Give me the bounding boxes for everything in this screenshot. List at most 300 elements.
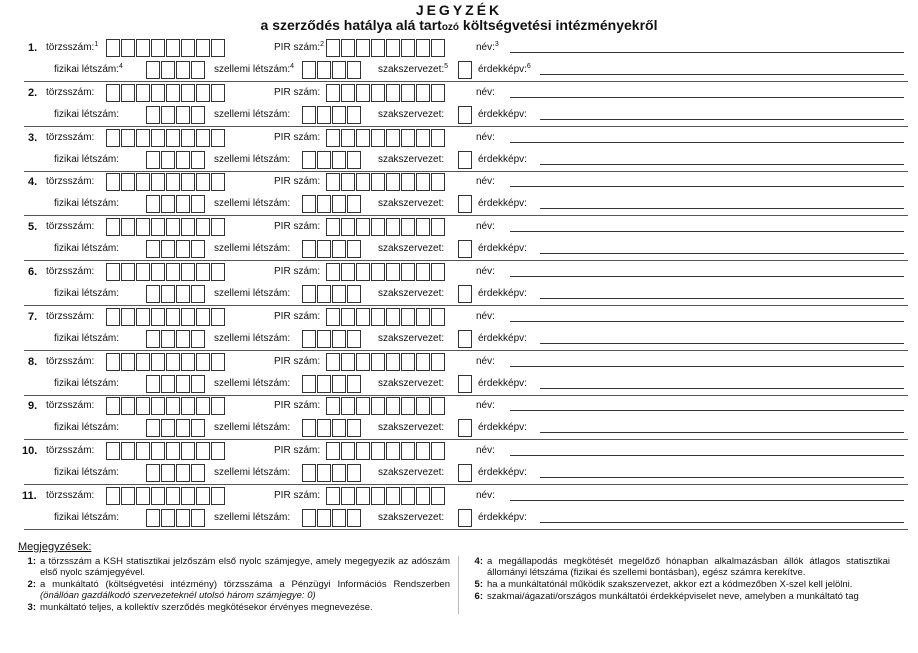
torzsszam-input-cell[interactable] [211, 218, 225, 236]
szellemi-letszam-input-cell[interactable] [317, 240, 331, 258]
szakszervezet-checkbox-cell[interactable] [458, 330, 472, 348]
pir-input-cell[interactable] [386, 353, 400, 371]
fizikai-letszam-input-cell[interactable] [176, 106, 190, 124]
erdekkepv-input[interactable] [540, 253, 904, 254]
szellemi-letszam-input-cell[interactable] [317, 106, 331, 124]
fizikai-letszam-input-cell[interactable] [176, 464, 190, 482]
fizikai-letszam-input-cell[interactable] [191, 419, 205, 437]
pir-input-cell[interactable] [326, 442, 340, 460]
erdekkepv-input[interactable] [540, 388, 904, 389]
pir-input-cell[interactable] [431, 173, 445, 191]
pir-input-cell[interactable] [416, 397, 430, 415]
name-input[interactable] [510, 231, 904, 232]
pir-input-cell[interactable] [371, 442, 385, 460]
torzsszam-input-cell[interactable] [151, 129, 165, 147]
pir-input-cell[interactable] [386, 263, 400, 281]
torzsszam-input-cell[interactable] [106, 442, 120, 460]
pir-input-cell[interactable] [401, 487, 415, 505]
pir-input-cell[interactable] [416, 308, 430, 326]
pir-input-cell[interactable] [341, 39, 355, 57]
fizikai-letszam-input-cell[interactable] [161, 509, 175, 527]
fizikai-letszam-input-cell[interactable] [191, 195, 205, 213]
torzsszam-input-cell[interactable] [151, 263, 165, 281]
torzsszam-input-cell[interactable] [196, 308, 210, 326]
pir-input-cell[interactable] [371, 353, 385, 371]
pir-input-cell[interactable] [371, 129, 385, 147]
szakszervezet-checkbox-cell[interactable] [458, 419, 472, 437]
pir-input-cell[interactable] [386, 84, 400, 102]
pir-input-cell[interactable] [386, 218, 400, 236]
torzsszam-input-cell[interactable] [106, 487, 120, 505]
torzsszam-input-cell[interactable] [181, 84, 195, 102]
torzsszam-input-cell[interactable] [211, 487, 225, 505]
torzsszam-input-cell[interactable] [151, 84, 165, 102]
pir-input-cell[interactable] [401, 39, 415, 57]
torzsszam-input-cell[interactable] [196, 397, 210, 415]
torzsszam-input-cell[interactable] [166, 487, 180, 505]
szellemi-letszam-input-cell[interactable] [317, 151, 331, 169]
szakszervezet-checkbox-cell[interactable] [458, 61, 472, 79]
erdekkepv-input[interactable] [540, 164, 904, 165]
pir-input-cell[interactable] [341, 397, 355, 415]
szellemi-letszam-input-cell[interactable] [302, 330, 316, 348]
pir-input-cell[interactable] [371, 308, 385, 326]
pir-input-cell[interactable] [356, 218, 370, 236]
fizikai-letszam-input-cell[interactable] [176, 240, 190, 258]
pir-input-cell[interactable] [341, 84, 355, 102]
torzsszam-input-cell[interactable] [106, 218, 120, 236]
torzsszam-input-cell[interactable] [166, 308, 180, 326]
pir-input-cell[interactable] [431, 353, 445, 371]
fizikai-letszam-input-cell[interactable] [146, 285, 160, 303]
torzsszam-input-cell[interactable] [106, 173, 120, 191]
torzsszam-input-cell[interactable] [106, 308, 120, 326]
fizikai-letszam-input-cell[interactable] [191, 509, 205, 527]
torzsszam-input-cell[interactable] [166, 442, 180, 460]
erdekkepv-input[interactable] [540, 298, 904, 299]
szellemi-letszam-input-cell[interactable] [347, 509, 361, 527]
szellemi-letszam-input-cell[interactable] [332, 106, 346, 124]
szellemi-letszam-input-cell[interactable] [332, 509, 346, 527]
pir-input-cell[interactable] [401, 84, 415, 102]
szellemi-letszam-input-cell[interactable] [317, 330, 331, 348]
pir-input-cell[interactable] [431, 84, 445, 102]
torzsszam-input-cell[interactable] [121, 353, 135, 371]
torzsszam-input-cell[interactable] [181, 487, 195, 505]
szellemi-letszam-input-cell[interactable] [347, 464, 361, 482]
szellemi-letszam-input-cell[interactable] [302, 240, 316, 258]
name-input[interactable] [510, 186, 904, 187]
szellemi-letszam-input-cell[interactable] [347, 285, 361, 303]
fizikai-letszam-input-cell[interactable] [146, 419, 160, 437]
pir-input-cell[interactable] [326, 84, 340, 102]
fizikai-letszam-input-cell[interactable] [161, 106, 175, 124]
torzsszam-input-cell[interactable] [181, 173, 195, 191]
torzsszam-input-cell[interactable] [121, 263, 135, 281]
pir-input-cell[interactable] [386, 308, 400, 326]
torzsszam-input-cell[interactable] [196, 487, 210, 505]
pir-input-cell[interactable] [356, 263, 370, 281]
name-input[interactable] [510, 410, 904, 411]
name-input[interactable] [510, 142, 904, 143]
szellemi-letszam-input-cell[interactable] [347, 106, 361, 124]
torzsszam-input-cell[interactable] [181, 308, 195, 326]
pir-input-cell[interactable] [416, 353, 430, 371]
szellemi-letszam-input-cell[interactable] [302, 464, 316, 482]
fizikai-letszam-input-cell[interactable] [161, 195, 175, 213]
fizikai-letszam-input-cell[interactable] [161, 419, 175, 437]
szellemi-letszam-input-cell[interactable] [347, 151, 361, 169]
fizikai-letszam-input-cell[interactable] [191, 151, 205, 169]
torzsszam-input-cell[interactable] [121, 308, 135, 326]
szakszervezet-checkbox-cell[interactable] [458, 285, 472, 303]
torzsszam-input-cell[interactable] [121, 39, 135, 57]
erdekkepv-input[interactable] [540, 477, 904, 478]
pir-input-cell[interactable] [356, 397, 370, 415]
fizikai-letszam-input-cell[interactable] [191, 106, 205, 124]
torzsszam-input-cell[interactable] [181, 442, 195, 460]
torzsszam-input-cell[interactable] [151, 397, 165, 415]
pir-input-cell[interactable] [401, 218, 415, 236]
pir-input-cell[interactable] [401, 308, 415, 326]
torzsszam-input-cell[interactable] [151, 173, 165, 191]
torzsszam-input-cell[interactable] [196, 39, 210, 57]
pir-input-cell[interactable] [356, 84, 370, 102]
pir-input-cell[interactable] [341, 173, 355, 191]
erdekkepv-input[interactable] [540, 119, 904, 120]
pir-input-cell[interactable] [341, 308, 355, 326]
torzsszam-input-cell[interactable] [151, 353, 165, 371]
torzsszam-input-cell[interactable] [196, 442, 210, 460]
pir-input-cell[interactable] [371, 173, 385, 191]
erdekkepv-input[interactable] [540, 208, 904, 209]
torzsszam-input-cell[interactable] [136, 442, 150, 460]
pir-input-cell[interactable] [326, 353, 340, 371]
pir-input-cell[interactable] [341, 263, 355, 281]
torzsszam-input-cell[interactable] [121, 397, 135, 415]
torzsszam-input-cell[interactable] [181, 397, 195, 415]
szellemi-letszam-input-cell[interactable] [347, 330, 361, 348]
torzsszam-input-cell[interactable] [121, 173, 135, 191]
pir-input-cell[interactable] [356, 308, 370, 326]
szellemi-letszam-input-cell[interactable] [347, 240, 361, 258]
szellemi-letszam-input-cell[interactable] [302, 509, 316, 527]
pir-input-cell[interactable] [401, 263, 415, 281]
szellemi-letszam-input-cell[interactable] [302, 375, 316, 393]
szakszervezet-checkbox-cell[interactable] [458, 106, 472, 124]
fizikai-letszam-input-cell[interactable] [161, 151, 175, 169]
torzsszam-input-cell[interactable] [181, 39, 195, 57]
pir-input-cell[interactable] [371, 263, 385, 281]
pir-input-cell[interactable] [416, 218, 430, 236]
pir-input-cell[interactable] [401, 353, 415, 371]
pir-input-cell[interactable] [326, 39, 340, 57]
torzsszam-input-cell[interactable] [136, 308, 150, 326]
fizikai-letszam-input-cell[interactable] [191, 330, 205, 348]
torzsszam-input-cell[interactable] [136, 84, 150, 102]
torzsszam-input-cell[interactable] [121, 487, 135, 505]
name-input[interactable] [510, 321, 904, 322]
torzsszam-input-cell[interactable] [151, 442, 165, 460]
fizikai-letszam-input-cell[interactable] [146, 509, 160, 527]
szellemi-letszam-input-cell[interactable] [347, 375, 361, 393]
pir-input-cell[interactable] [356, 173, 370, 191]
szellemi-letszam-input-cell[interactable] [332, 240, 346, 258]
szellemi-letszam-input-cell[interactable] [332, 285, 346, 303]
szellemi-letszam-input-cell[interactable] [317, 195, 331, 213]
name-input[interactable] [510, 500, 904, 501]
pir-input-cell[interactable] [431, 263, 445, 281]
torzsszam-input-cell[interactable] [211, 353, 225, 371]
fizikai-letszam-input-cell[interactable] [161, 330, 175, 348]
pir-input-cell[interactable] [356, 353, 370, 371]
pir-input-cell[interactable] [386, 487, 400, 505]
torzsszam-input-cell[interactable] [121, 84, 135, 102]
fizikai-letszam-input-cell[interactable] [146, 195, 160, 213]
szellemi-letszam-input-cell[interactable] [332, 195, 346, 213]
torzsszam-input-cell[interactable] [121, 442, 135, 460]
szakszervezet-checkbox-cell[interactable] [458, 464, 472, 482]
torzsszam-input-cell[interactable] [166, 84, 180, 102]
szellemi-letszam-input-cell[interactable] [302, 285, 316, 303]
pir-input-cell[interactable] [401, 173, 415, 191]
torzsszam-input-cell[interactable] [136, 353, 150, 371]
pir-input-cell[interactable] [416, 39, 430, 57]
torzsszam-input-cell[interactable] [136, 173, 150, 191]
torzsszam-input-cell[interactable] [106, 353, 120, 371]
torzsszam-input-cell[interactable] [151, 308, 165, 326]
fizikai-letszam-input-cell[interactable] [191, 285, 205, 303]
name-input[interactable] [510, 52, 904, 53]
pir-input-cell[interactable] [416, 487, 430, 505]
szellemi-letszam-input-cell[interactable] [347, 419, 361, 437]
fizikai-letszam-input-cell[interactable] [191, 375, 205, 393]
torzsszam-input-cell[interactable] [106, 129, 120, 147]
torzsszam-input-cell[interactable] [166, 397, 180, 415]
torzsszam-input-cell[interactable] [211, 173, 225, 191]
torzsszam-input-cell[interactable] [151, 487, 165, 505]
torzsszam-input-cell[interactable] [211, 84, 225, 102]
torzsszam-input-cell[interactable] [196, 173, 210, 191]
pir-input-cell[interactable] [326, 218, 340, 236]
szellemi-letszam-input-cell[interactable] [317, 509, 331, 527]
pir-input-cell[interactable] [386, 39, 400, 57]
fizikai-letszam-input-cell[interactable] [146, 106, 160, 124]
torzsszam-input-cell[interactable] [121, 218, 135, 236]
fizikai-letszam-input-cell[interactable] [161, 61, 175, 79]
name-input[interactable] [510, 276, 904, 277]
name-input[interactable] [510, 455, 904, 456]
fizikai-letszam-input-cell[interactable] [146, 375, 160, 393]
pir-input-cell[interactable] [356, 442, 370, 460]
szellemi-letszam-input-cell[interactable] [332, 464, 346, 482]
szellemi-letszam-input-cell[interactable] [332, 419, 346, 437]
pir-input-cell[interactable] [341, 487, 355, 505]
torzsszam-input-cell[interactable] [196, 129, 210, 147]
fizikai-letszam-input-cell[interactable] [176, 195, 190, 213]
fizikai-letszam-input-cell[interactable] [191, 240, 205, 258]
szellemi-letszam-input-cell[interactable] [302, 151, 316, 169]
torzsszam-input-cell[interactable] [211, 39, 225, 57]
fizikai-letszam-input-cell[interactable] [146, 240, 160, 258]
torzsszam-input-cell[interactable] [106, 397, 120, 415]
pir-input-cell[interactable] [371, 39, 385, 57]
fizikai-letszam-input-cell[interactable] [161, 285, 175, 303]
szellemi-letszam-input-cell[interactable] [332, 330, 346, 348]
torzsszam-input-cell[interactable] [121, 129, 135, 147]
pir-input-cell[interactable] [416, 129, 430, 147]
torzsszam-input-cell[interactable] [211, 263, 225, 281]
szellemi-letszam-input-cell[interactable] [317, 419, 331, 437]
szellemi-letszam-input-cell[interactable] [332, 61, 346, 79]
torzsszam-input-cell[interactable] [166, 263, 180, 281]
torzsszam-input-cell[interactable] [181, 218, 195, 236]
torzsszam-input-cell[interactable] [211, 397, 225, 415]
fizikai-letszam-input-cell[interactable] [176, 375, 190, 393]
fizikai-letszam-input-cell[interactable] [146, 61, 160, 79]
pir-input-cell[interactable] [431, 308, 445, 326]
torzsszam-input-cell[interactable] [136, 397, 150, 415]
fizikai-letszam-input-cell[interactable] [176, 151, 190, 169]
pir-input-cell[interactable] [356, 487, 370, 505]
szellemi-letszam-input-cell[interactable] [317, 464, 331, 482]
szellemi-letszam-input-cell[interactable] [347, 61, 361, 79]
torzsszam-input-cell[interactable] [211, 442, 225, 460]
pir-input-cell[interactable] [431, 442, 445, 460]
torzsszam-input-cell[interactable] [166, 129, 180, 147]
fizikai-letszam-input-cell[interactable] [146, 151, 160, 169]
fizikai-letszam-input-cell[interactable] [176, 509, 190, 527]
torzsszam-input-cell[interactable] [136, 39, 150, 57]
name-input[interactable] [510, 97, 904, 98]
fizikai-letszam-input-cell[interactable] [176, 330, 190, 348]
torzsszam-input-cell[interactable] [106, 39, 120, 57]
torzsszam-input-cell[interactable] [211, 129, 225, 147]
pir-input-cell[interactable] [326, 129, 340, 147]
pir-input-cell[interactable] [431, 39, 445, 57]
label-text-szakszervezet: szakszervezet: [378, 243, 445, 255]
torzsszam-input-cell[interactable] [196, 353, 210, 371]
fizikai-letszam-input-cell[interactable] [176, 285, 190, 303]
torzsszam-input-cell[interactable] [151, 39, 165, 57]
szellemi-letszam-input-cell[interactable] [347, 195, 361, 213]
erdekkepv-input[interactable] [540, 74, 904, 75]
torzsszam-input-cell[interactable] [136, 218, 150, 236]
szakszervezet-checkbox-cell[interactable] [458, 195, 472, 213]
pir-input-cell[interactable] [326, 487, 340, 505]
pir-input-cell[interactable] [431, 397, 445, 415]
label-szakszervezet [378, 243, 444, 255]
pir-input-cell[interactable] [326, 397, 340, 415]
torzsszam-input-cell[interactable] [166, 173, 180, 191]
fizikai-letszam-input-cell[interactable] [191, 464, 205, 482]
pir-input-cell[interactable] [386, 442, 400, 460]
szakszervezet-checkbox-cell[interactable] [458, 509, 472, 527]
pir-input-cell[interactable] [356, 39, 370, 57]
pir-input-cell[interactable] [401, 442, 415, 460]
fizikai-letszam-input-cell[interactable] [176, 61, 190, 79]
szellemi-letszam-input-cell[interactable] [302, 106, 316, 124]
pir-input-cell[interactable] [326, 263, 340, 281]
name-input[interactable] [510, 366, 904, 367]
szellemi-letszam-input-cell[interactable] [302, 195, 316, 213]
szellemi-letszam-input-cell[interactable] [317, 375, 331, 393]
pir-input-cell[interactable] [416, 173, 430, 191]
fizikai-letszam-input-cell[interactable] [146, 464, 160, 482]
pir-input-cell[interactable] [416, 442, 430, 460]
torzsszam-input-cell[interactable] [196, 84, 210, 102]
erdekkepv-input[interactable] [540, 343, 904, 344]
torzsszam-input-cell[interactable] [181, 353, 195, 371]
pir-input-cell[interactable] [371, 84, 385, 102]
fizikai-letszam-input-cell[interactable] [161, 464, 175, 482]
pir-input-cell[interactable] [341, 353, 355, 371]
label-text-nev: név: [476, 221, 495, 233]
pir-input-cell[interactable] [431, 129, 445, 147]
torzsszam-input-cell[interactable] [136, 129, 150, 147]
pir-input-cell[interactable] [416, 84, 430, 102]
torzsszam-input-cell[interactable] [136, 263, 150, 281]
pir-input-cell[interactable] [326, 308, 340, 326]
pir-input-cell[interactable] [356, 129, 370, 147]
szakszervezet-checkbox-cell[interactable] [458, 240, 472, 258]
pir-input-cell[interactable] [416, 263, 430, 281]
torzsszam-input-cell[interactable] [181, 263, 195, 281]
szellemi-letszam-input-cell[interactable] [332, 151, 346, 169]
pir-input-cell[interactable] [401, 129, 415, 147]
szellemi-letszam-input-cell[interactable] [332, 375, 346, 393]
fizikai-letszam-input-cell[interactable] [146, 330, 160, 348]
pir-input-cell[interactable] [326, 173, 340, 191]
torzsszam-input-cell[interactable] [181, 129, 195, 147]
pir-input-cell[interactable] [371, 218, 385, 236]
torzsszam-input-cell[interactable] [106, 84, 120, 102]
fizikai-letszam-input-cell[interactable] [191, 61, 205, 79]
torzsszam-input-cell[interactable] [166, 218, 180, 236]
torzsszam-input-cell[interactable] [136, 487, 150, 505]
pir-input-cell[interactable] [431, 487, 445, 505]
pir-input-cell[interactable] [341, 442, 355, 460]
szellemi-letszam-input-cell[interactable] [302, 61, 316, 79]
szellemi-letszam-input-cell[interactable] [302, 419, 316, 437]
szellemi-letszam-input-cell[interactable] [317, 285, 331, 303]
torzsszam-input-cell[interactable] [196, 263, 210, 281]
torzsszam-input-cell[interactable] [166, 39, 180, 57]
torzsszam-input-cell[interactable] [166, 353, 180, 371]
pir-input-cell[interactable] [341, 129, 355, 147]
pir-input-cell[interactable] [401, 397, 415, 415]
torzsszam-input-cell[interactable] [106, 263, 120, 281]
pir-input-cell[interactable] [371, 487, 385, 505]
pir-input-cell[interactable] [386, 173, 400, 191]
fizikai-letszam-input-cell[interactable] [176, 419, 190, 437]
fizikai-letszam-input-cell[interactable] [161, 375, 175, 393]
erdekkepv-input[interactable] [540, 432, 904, 433]
pir-input-cell[interactable] [371, 397, 385, 415]
torzsszam-input-cell[interactable] [151, 218, 165, 236]
szakszervezet-checkbox-cell[interactable] [458, 151, 472, 169]
torzsszam-input-cell[interactable] [196, 218, 210, 236]
pir-input-cell[interactable] [386, 129, 400, 147]
szellemi-letszam-input-cell[interactable] [317, 61, 331, 79]
erdekkepv-input[interactable] [540, 522, 904, 523]
torzsszam-input-cell[interactable] [211, 308, 225, 326]
fizikai-letszam-input-cell[interactable] [161, 240, 175, 258]
szakszervezet-checkbox-cell[interactable] [458, 375, 472, 393]
pir-input-cell[interactable] [386, 397, 400, 415]
pir-input-cell[interactable] [341, 218, 355, 236]
pir-input-cell[interactable] [431, 218, 445, 236]
